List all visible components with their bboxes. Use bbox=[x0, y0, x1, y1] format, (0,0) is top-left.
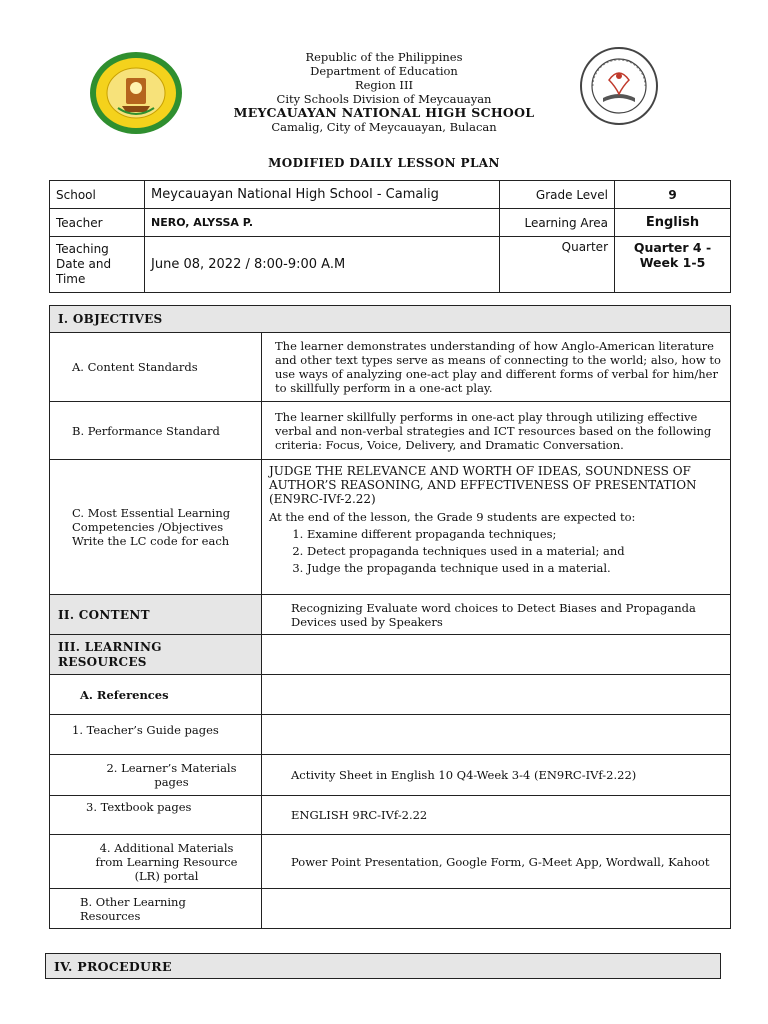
document-header bbox=[0, 50, 768, 134]
content-text: Recognizing Evaluate word choices to Detect Biases and Propaganda Devices used by Speakers bbox=[262, 595, 731, 635]
melc-objectives-list bbox=[269, 527, 722, 575]
teacher-value: NERO, ALYSSA P. bbox=[145, 209, 500, 237]
objectives-heading: I. OBJECTIVES bbox=[50, 306, 731, 333]
procedure-heading: IV. PROCEDURE bbox=[45, 953, 721, 979]
quarter-label: Quarter bbox=[500, 237, 615, 293]
learning-area-value: English bbox=[615, 209, 731, 237]
melc-objective-item: 2. Detect propaganda techniques used in a material; and bbox=[307, 544, 722, 558]
melc-cell bbox=[262, 460, 731, 595]
additional-materials-value: Power Point Presentation, Google Form, G-Meet App, Wordwall, Kahoot bbox=[262, 835, 731, 889]
teaching-date-label-3: Time bbox=[56, 272, 86, 286]
references-value bbox=[262, 675, 731, 715]
header-address: Camalig, City of Meycauayan, Bulacan bbox=[271, 120, 497, 134]
learners-materials-label: 2. Learner’s Materials pages bbox=[50, 755, 262, 796]
teaching-date-label-2: Date and bbox=[56, 257, 112, 271]
performance-standard-text: The learner skillfully performs in one-act play through utilizing effective verbal and non-verbal strategies and ICT resources based on the following criteria: Focus, Voice, Delivery, and Dramatic Conversation. bbox=[262, 402, 731, 460]
teaching-date-label bbox=[50, 237, 145, 293]
school-info-table bbox=[49, 180, 731, 293]
references-label: A. References bbox=[50, 675, 262, 715]
teaching-date-value: June 08, 2022 / 8:00-9:00 A.M bbox=[145, 237, 500, 293]
header-school-name: MEYCAUAYAN NATIONAL HIGH SCHOOL bbox=[233, 105, 535, 120]
learning-resources-value bbox=[262, 635, 731, 675]
content-standards-label: A. Content Standards bbox=[50, 333, 262, 402]
learning-area-label: Learning Area bbox=[500, 209, 615, 237]
header-republic: Republic of the Philippines bbox=[305, 50, 463, 64]
teacher-label: Teacher bbox=[50, 209, 145, 237]
teaching-date-label-1: Teaching bbox=[56, 242, 109, 256]
quarter-value bbox=[615, 237, 731, 293]
melc-objective-item: 1. Examine different propaganda techniques; bbox=[307, 527, 722, 541]
textbook-pages-label: 3. Textbook pages bbox=[50, 796, 262, 835]
school-value: Meycauayan National High School - Camalig bbox=[145, 181, 500, 209]
other-resources-value bbox=[262, 889, 731, 929]
textbook-pages-value: ENGLISH 9RC-IVf-2.22 bbox=[262, 796, 731, 835]
lesson-plan-table bbox=[49, 305, 731, 929]
melc-label: C. Most Essential Learning Competencies /Objectives Write the LC code for each bbox=[50, 460, 262, 595]
melc-objective-item: 3. Judge the propaganda technique used in a material. bbox=[307, 561, 722, 575]
additional-materials-label: 4. Additional Materials from Learning Resource (LR) portal bbox=[50, 835, 262, 889]
grade-level-label: Grade Level bbox=[500, 181, 615, 209]
learning-resources-heading: III. LEARNING RESOURCES bbox=[50, 635, 262, 675]
document-title: MODIFIED DAILY LESSON PLAN bbox=[268, 156, 500, 170]
teachers-guide-value bbox=[262, 715, 731, 755]
grade-level-value: 9 bbox=[615, 181, 731, 209]
melc-intro: At the end of the lesson, the Grade 9 students are expected to: bbox=[269, 510, 636, 524]
header-division: City Schools Division of Meycauayan bbox=[276, 92, 492, 106]
melc-heading: JUDGE THE RELEVANCE AND WORTH OF IDEAS, SOUNDNESS OF AUTHOR’S REASONING, AND EFFECTIVENESS OF PRESENTATION (EN9RC-IVf-2.22) bbox=[269, 464, 697, 506]
school-label: School bbox=[50, 181, 145, 209]
header-department: Department of Education bbox=[310, 64, 458, 78]
quarter-value-2: Week 1-5 bbox=[639, 255, 706, 270]
learners-materials-value: Activity Sheet in English 10 Q4-Week 3-4 (EN9RC-IVf-2.22) bbox=[262, 755, 731, 796]
teachers-guide-label: 1. Teacher’s Guide pages bbox=[50, 715, 262, 755]
content-heading: II. CONTENT bbox=[50, 595, 262, 635]
other-resources-label: B. Other Learning Resources bbox=[50, 889, 262, 929]
quarter-value-1: Quarter 4 - bbox=[633, 240, 712, 255]
performance-standard-label: B. Performance Standard bbox=[50, 402, 262, 460]
header-region: Region III bbox=[354, 78, 414, 92]
content-standards-text: The learner demonstrates understanding of how Anglo-American literature and other text types serve as means of connecting to the world; also, how to use ways of analyzing one-act play and different forms of verbal for him/her to skillfully perform in a one-act play. bbox=[262, 333, 731, 402]
